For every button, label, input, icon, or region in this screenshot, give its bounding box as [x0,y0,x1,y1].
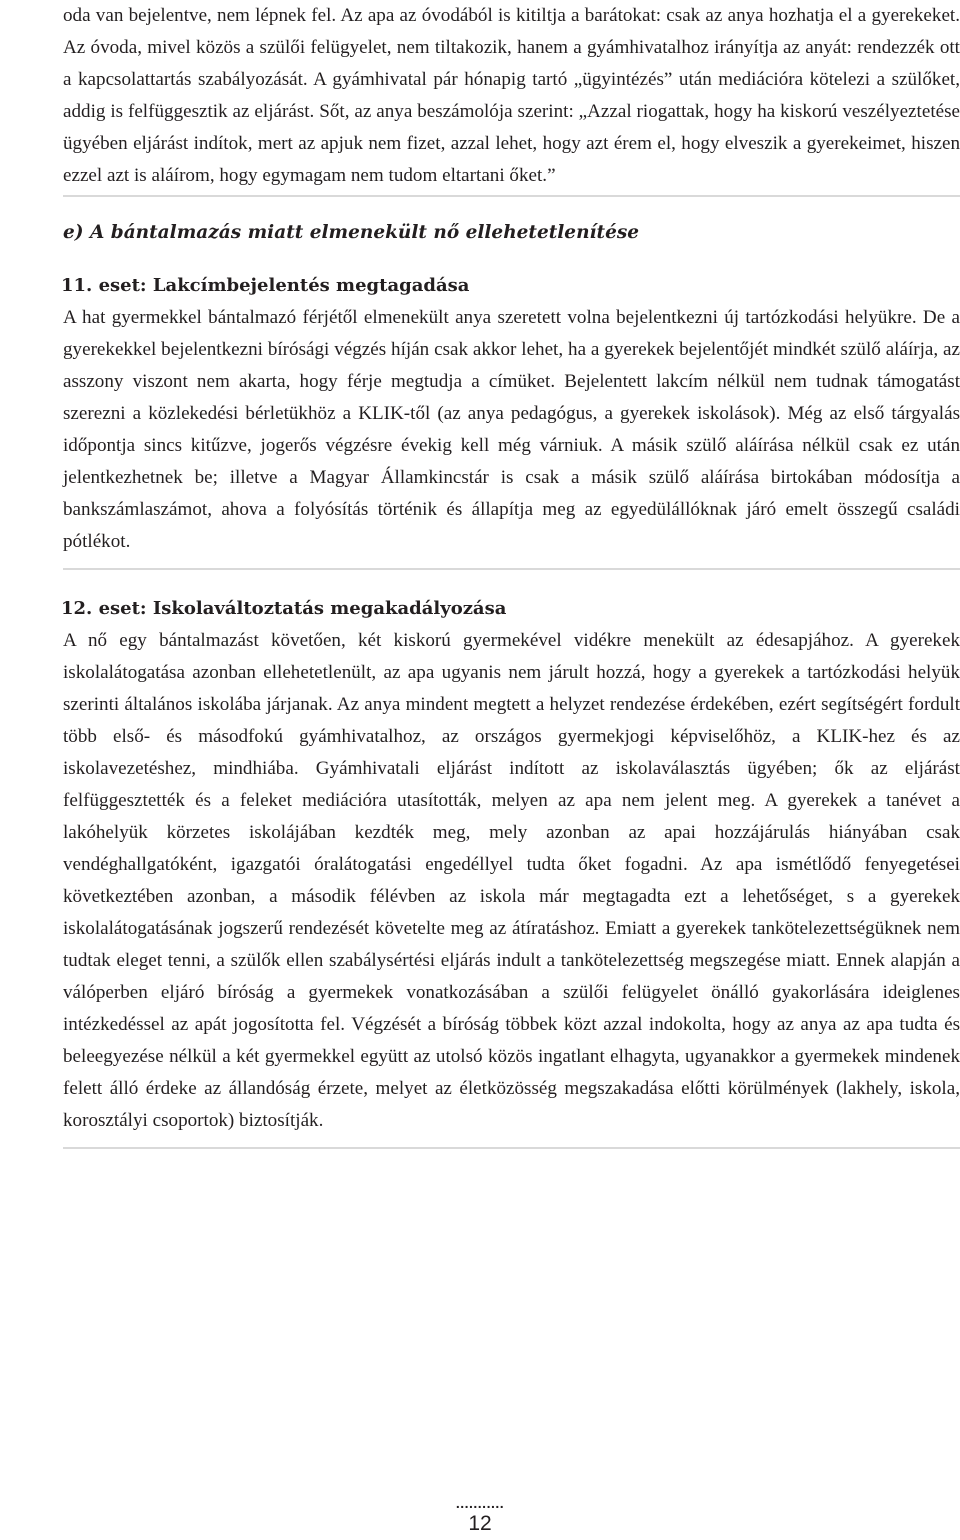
case-12-number: 12. eset: [61,598,147,619]
footer-dots: ........... [455,1495,505,1511]
case-12-block [63,593,960,1149]
case-11-title-text: Lakcímbejelentés megtagadása [152,275,470,296]
page-number: 12 [468,1512,492,1535]
case-11-body: A hat gyermekkel bántalmazó férjétől elmenekült anya szeretett volna bejelentkezni új tartózkodási helyükre. De a gyerekekkel bejelentkezni bírósági végzés híján csak akkor lehet, ha a gyerekek bejelentőjét mindkét szülő aláírja, az asszony viszont nem akarta, hogy férje megtudja a címüket. Bejelentett lakcím nélkül nem tudnak támogatást szerezni a közlekedési bérletükhöz a KLIK-től (az anya pedagógus, a gyerekek iskolások). Még az első tárgyalás időpontja sincs kitűzve, jogerős végzésre évekig kell még várniuk. A másik szülő aláírása nélkül csak ez után jelentkezhetnek be; illetve a Magyar Államkincstár is csak a másik szülő aláírása birtokában módosítja a bankszámlaszámot, ahova a folyósítás történik és állapítja meg az egyedülállóknak járó emelt összegű családi pótlékot. [63,307,960,552]
case-12-body: A nő egy bántalmazást követően, két kiskorú gyermekével vidékre menekült az édesapjához. A gyerekek iskolalátogatása azonban ellehetetlenült, az apa ugyanis nem járult hozzá, hogy a gyerekek a tartózkodási helyük szerinti általános iskolába járjanak. Az anya mindent megtett a helyzet rendezése érdekében, ezért segítségért fordult több első- és másodfokú gyámhivatalhoz, az országos gyermekjogi képviselőhöz, a KLIK-hez és az iskolavezetéshez, mindhiába. Gyámhivatali eljárást indított az iskolaválasztás ügyében; ők az eljárást felfüggesztették és a feleket mediációra utasították, melyen az apa nem jelent meg. A gyerekek a tanévet a lakóhelyük körzetes iskolájában kezdték meg, mely azonban az apai hozzájárulás hiányában csak vendéghallgatóként, igazgatói óralátogatási engedéllyel tudta őket fogadni. Az apa ismétlődő fenyegetései következtében azonban, a második félévben az iskola már megtagadta ezt a lehetőséget, s a gyerekek iskolalátogatásának jogszerű rendezését követelte meg az átíratáshoz. Emiatt a gyerekek tankötelezettségüknek nem tudtak eleget tenni, a szülők ellen szabálysértési eljárás indult a tankötelezettség megszegése miatt. Ennek alapján a válóperben eljáró bíróság a gyermekek vonatkozásában a szülői felügyelet önálló gyakorlására ideiglenes intézkedéssel az apát jogosította fel. Végzését a bíróság többek közt azzal indokolta, hogy az anya az apa tudta és beleegyezése nélkül a két gyermekkel együtt az utolsó közös ingatlant elhagyta, ugyanakkor a gyermekek mindenek felett álló érdeke az állandóság érzete, melyet az életközösség megszakadása előtti körülmények (lakhely, iskola, korosztályi csoportok) biztosítják. [63,630,960,1131]
section-heading: e) A bántalmazás miatt elmenekült nő ellehetetlenítése [63,222,640,243]
intro-paragraph: oda van bejelentve, nem lépnek fel. Az apa az óvodából is kitiltja a barátokat: csak az anya hozhatja el a gyerekeket. Az óvoda, mivel közös a szülői felügyelet, nem tiltakozik, hanem a gyámhivatalhoz irányítja az anyát: rendezzék ott a kapcsolattartás szabályozását. A gyámhivatal pár hónapig tartó „ügyintézés” után mediációra kötelezi a szülőket, addig is felfüggesztik az eljárást. Sőt, az anya beszámolója szerint: „Azzal riogattak, hogy ha kiskorú veszélyeztetése ügyében eljárást indítok, mert az apjuk nem fizet, azzal lehet, hogy azt érem el, hogy elveszik a gyerekeimet, hiszen ezzel azt is aláírom, hogy egymagam nem tudom eltartani őket.” [63,5,960,186]
case-11-title [63,270,960,302]
intro-block [63,0,960,197]
case-11-number: 11. eset: [61,275,147,296]
case-11-block [63,270,960,570]
document-page [63,0,960,1149]
case-12-title-text: Iskolaváltoztatás megakadályozása [152,598,507,619]
case-12-title [63,593,960,625]
section-e [63,217,960,249]
